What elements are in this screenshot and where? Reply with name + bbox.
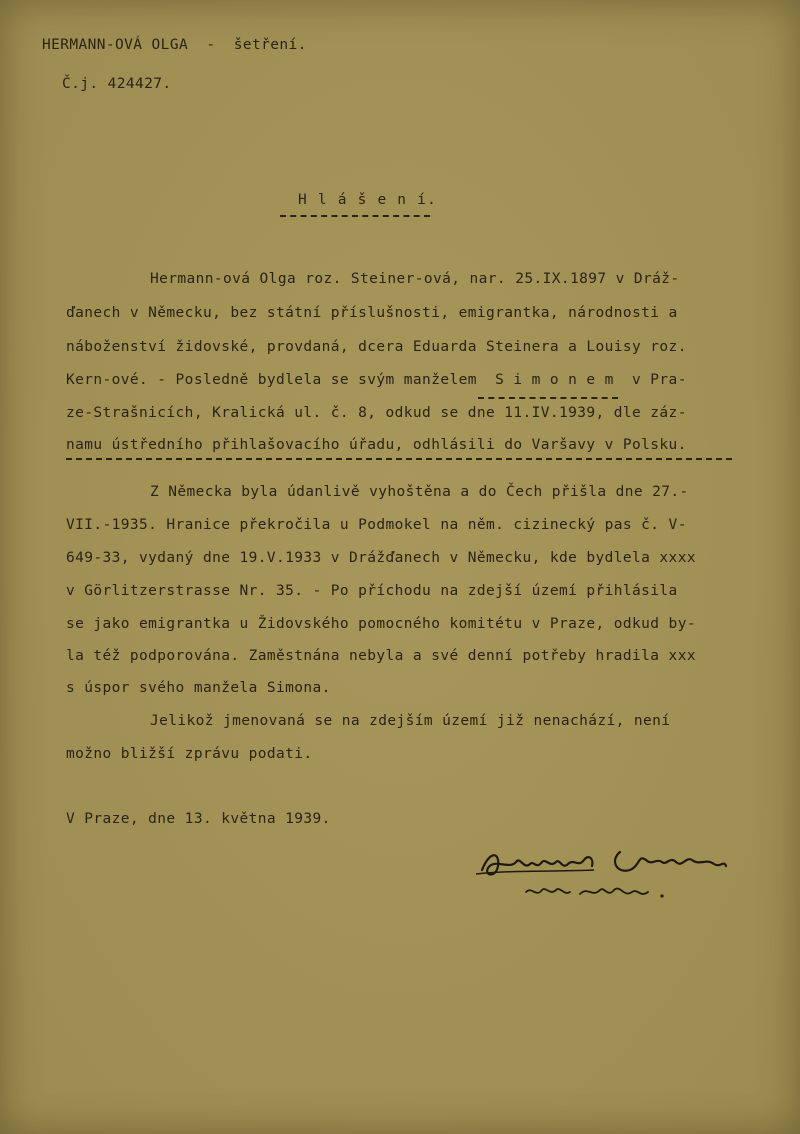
document-title: H l á š e n í. [298, 192, 438, 208]
body-line: v Görlitzerstrasse Nr. 35. - Po příchodu na zdejší území přihlásila [66, 583, 678, 599]
handwritten-signature [470, 840, 740, 910]
body-line: Kern-ové. - Posledně bydlela se svým manželem S i m o n e m v Pra- [66, 372, 687, 388]
body-line: Z Německa byla údanlivě vyhoštěna a do Čech přišla dne 27.- [150, 484, 689, 500]
body-line: s úspor svého manžela Simona. [66, 680, 331, 696]
body-line: Jelikož jmenovaná se na zdejším území již nenachází, není [150, 713, 671, 729]
body-line: ďanech v Německu, bez státní příslušnosti, emigrantka, národnosti a [66, 305, 678, 321]
body-line: ze-Strašnicích, Kralická ul. č. 8, odkud se dne 11.IV.1939, dle záz- [66, 405, 687, 421]
body-line: možno bližší zprávu podati. [66, 746, 313, 762]
body-line: la též podporována. Zaměstnána nebyla a své denní potřeby hradila xxx [66, 648, 696, 664]
body-line: namu ústředního přihlašovacího úřadu, odhlásili do Varšavy v Polsku. [66, 437, 687, 453]
paragraph-underline [66, 458, 732, 460]
header-subject: HERMANN-OVÁ OLGA - šetření. [42, 37, 307, 53]
body-line: Hermann-ová Olga roz. Steiner-ová, nar. 25.IX.1897 v Dráž- [150, 271, 680, 287]
body-line: VII.-1935. Hranice překročila u Podmokel na něm. cizinecký pas č. V- [66, 517, 687, 533]
reference-number: Č.j. 424427. [62, 76, 172, 92]
date-overline [478, 397, 618, 399]
date-line: V Praze, dne 13. května 1939. [66, 811, 331, 827]
body-line: se jako emigrantka u Židovského pomocného komitétu v Praze, odkud by- [66, 616, 696, 632]
body-line: 649-33, vydaný dne 19.V.1933 v Drážďanech v Německu, kde bydlela xxxx [66, 550, 696, 566]
body-line: náboženství židovské, provdaná, dcera Eduarda Steinera a Louisy roz. [66, 339, 687, 355]
title-underline [280, 215, 430, 217]
